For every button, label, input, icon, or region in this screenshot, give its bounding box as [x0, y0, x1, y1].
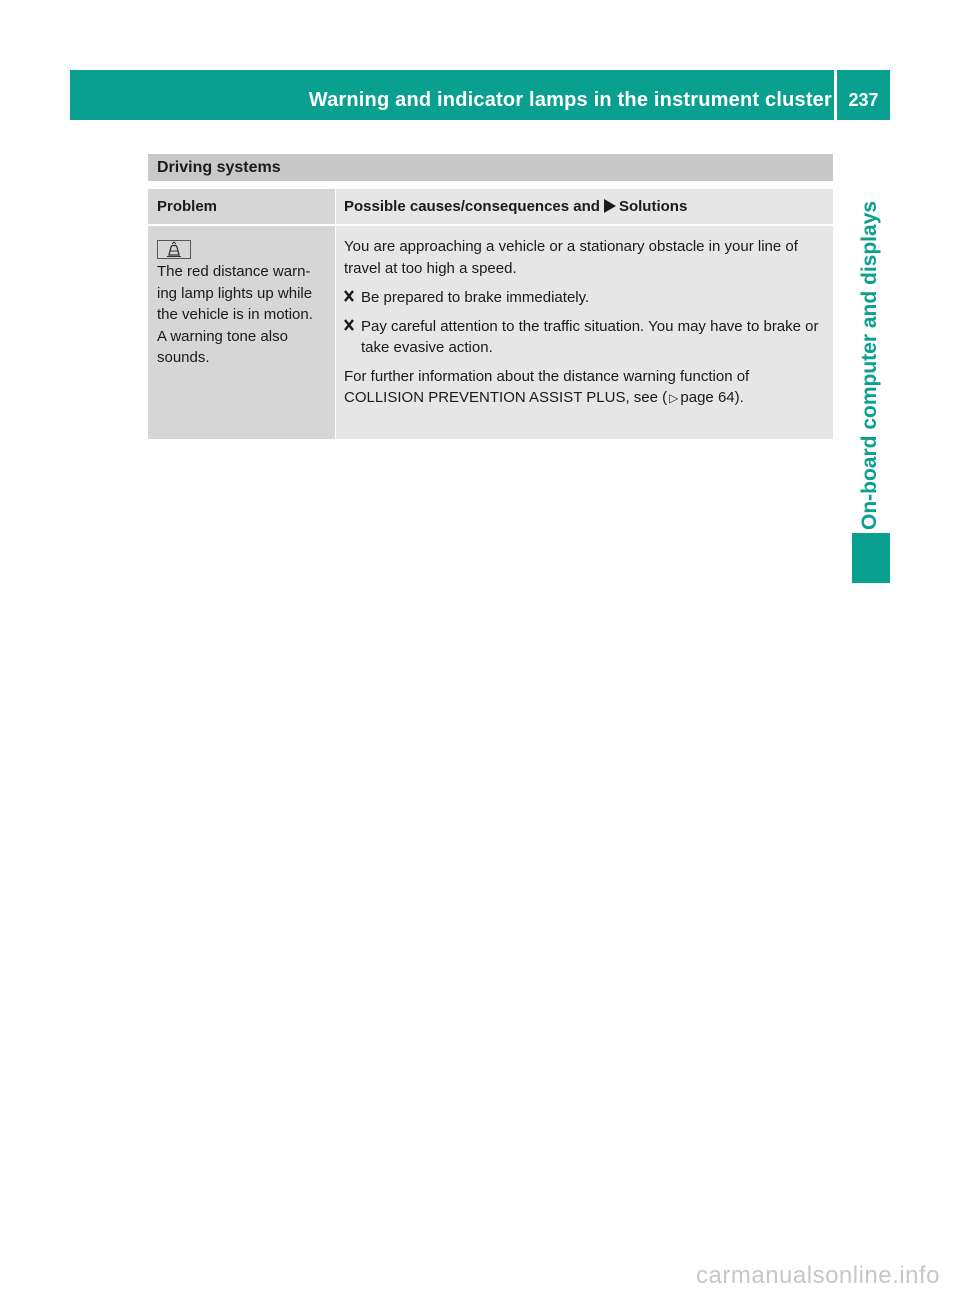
- solution-step: [344, 316, 827, 359]
- side-tab-label: On-board computer and displays: [858, 200, 881, 530]
- watermark: carmanualsonline.info: [696, 1262, 940, 1289]
- side-tab-marker: [852, 533, 890, 583]
- warning-table: [148, 189, 833, 439]
- solution-step-text: Pay careful attention to the traffic situation. You may have to brake or take evasive action.: [361, 317, 819, 356]
- section-title: Driving systems: [148, 154, 833, 181]
- problem-cell: [148, 226, 336, 439]
- solutions-header: [336, 189, 833, 224]
- page-reference-arrow-icon: ▷: [669, 391, 679, 405]
- problem-line: the vehicle is in motion.: [157, 306, 313, 323]
- further-info-suffix: ).: [734, 389, 744, 406]
- solution-cell: [336, 226, 833, 439]
- solution-step: [344, 287, 827, 309]
- page-header: [70, 70, 890, 120]
- further-info: [344, 366, 827, 410]
- page-number: 237: [848, 90, 879, 110]
- distance-warning-lamp-icon: [157, 240, 191, 259]
- problem-line: sounds.: [157, 349, 210, 366]
- problem-line: A warning tone also: [157, 327, 288, 345]
- solution-step-text: Be prepared to brake immediately.: [361, 289, 590, 306]
- table-row: [148, 226, 833, 439]
- x-bullet-icon: [344, 316, 361, 359]
- page-reference-link[interactable]: page 64: [680, 389, 735, 406]
- problem-line: ing lamp lights up while: [157, 284, 313, 302]
- triangle-right-icon: [604, 191, 616, 227]
- x-bullet-icon: [344, 287, 361, 309]
- further-info-text: For further information about the distance warning function of COLLISION PREVENTION ASSIST PLUS, see (: [344, 367, 750, 406]
- solutions-header-prefix: Possible causes/consequences and: [344, 198, 600, 215]
- solutions-header-suffix: Solutions: [618, 198, 688, 215]
- table-header-row: [148, 189, 833, 224]
- solution-intro: You are approaching a vehicle or a stationary obstacle in your line of travel at too high a speed.: [344, 238, 798, 277]
- problem-header: Problem: [148, 189, 336, 224]
- header-title: Warning and indicator lamps in the instrument cluster: [308, 89, 832, 111]
- problem-line: The red distance warn-: [157, 263, 311, 280]
